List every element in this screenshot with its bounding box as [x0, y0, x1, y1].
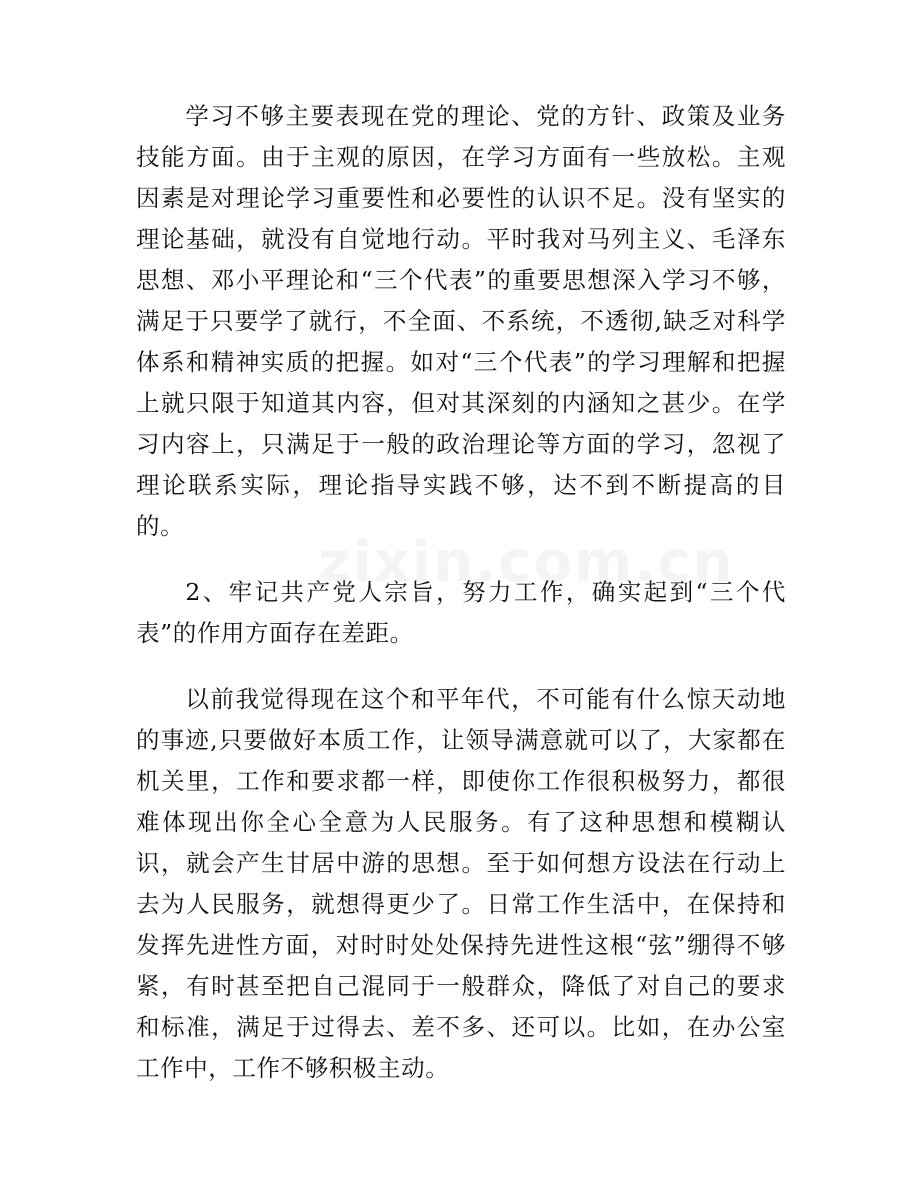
- paragraph-work-attitude: 以前我觉得现在这个和平年代，不可能有什么惊天动地的事迹,只要做好本质工作，让领导满意就可以了，大家都在机关里，工作和要求都一样，即使你工作很积极努力，都很难体现出你全心全意为人民服务。有了这种思想和模糊认识，就会产生甘居中游的思想。至于如何想方设法在行动上去为人民服务，就想得更少了。日常工作生活中，在保持和发挥先进性方面，对时时处处保持先进性这根“弦”绷得不够紧，有时甚至把自己混同于一般群众，降低了对自己的要求和标准，满足于过得去、差不多、还可以。比如，在办公室工作中，工作不够积极主动。: [136, 685, 786, 1082]
- paragraph-study-shortcomings: 学习不够主要表现在党的理论、党的方针、政策及业务技能方面。由于主观的原因，在学习方面有一些放松。主观因素是对理论学习重要性和必要性的认识不足。没有坚实的理论基础，就没有自觉地行动。平时我对马列主义、毛泽东思想、邓小平理论和“三个代表”的重要思想深入学习不够，满足于只要学了就行，不全面、不系统，不透彻,缺乏对科学体系和精神实质的把握。如对“三个代表”的学习理解和把握上就只限于知道其内容，但对其深刻的内涵知之甚少。在学习内容上，只满足于一般的政治理论等方面的学习，忽视了理论联系实际，理论指导实践不够，达不到不断提高的目的。: [136, 102, 786, 540]
- document-body: [136, 96, 786, 1089]
- paragraph-section-heading-2: 2、牢记共产党人宗旨，努力工作，确实起到“三个代表”的作用方面存在差距。: [136, 578, 786, 647]
